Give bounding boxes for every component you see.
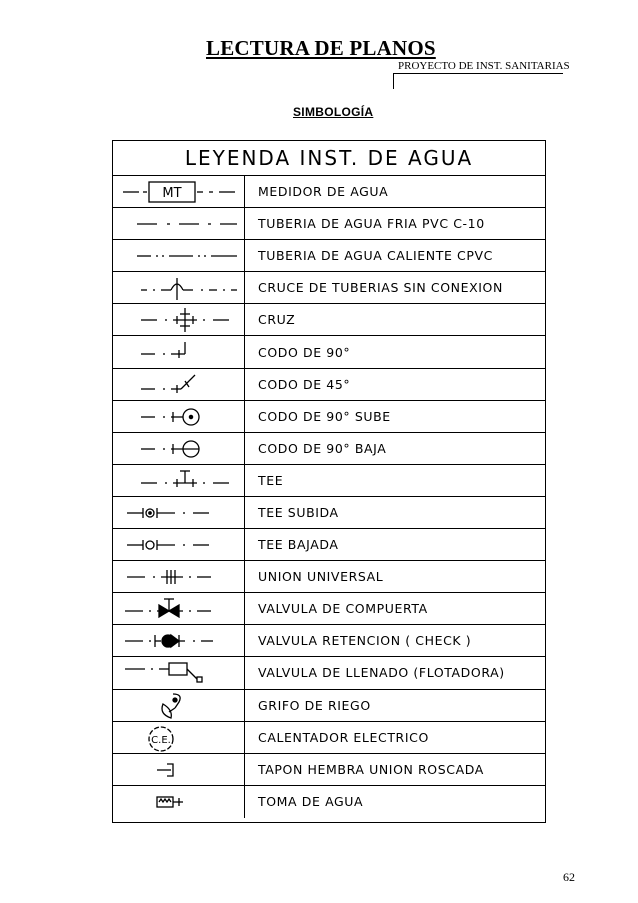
tee-up-icon: [113, 497, 245, 528]
legend-label: CODO DE 90° BAJA: [258, 440, 387, 456]
legend-row: [113, 625, 545, 657]
section-heading: SIMBOLOGÍA: [293, 105, 374, 119]
legend-label: TAPON HEMBRA UNION ROSCADA: [258, 761, 484, 777]
legend-label: VALVULA DE LLENADO (FLOTADORA): [258, 665, 505, 681]
cross-fitting-icon: [113, 304, 245, 335]
header-rule-tick: [393, 73, 394, 89]
legend-row: [113, 690, 545, 722]
document-subtitle: PROYECTO DE INST. SANITARIAS: [398, 60, 570, 72]
legend-row: [113, 465, 545, 497]
legend-row: [113, 593, 545, 625]
document-title: LECTURA DE PLANOS: [206, 36, 436, 60]
pipe-crossing-icon: [113, 272, 245, 303]
legend-label: CRUCE DE TUBERIAS SIN CONEXION: [258, 280, 503, 296]
legend-row: [113, 304, 545, 336]
legend-label: VALVULA RETENCION ( CHECK ): [258, 633, 472, 649]
water-heater-icon: [113, 722, 245, 753]
elbow-90-down-icon: [113, 433, 245, 464]
legend-row: [113, 336, 545, 368]
legend-label: CODO DE 45°: [258, 376, 351, 392]
legend-table: [112, 140, 546, 823]
tee-icon: [113, 465, 245, 496]
float-valve-icon: [113, 657, 245, 688]
threaded-cap-icon: [113, 754, 245, 785]
legend-row: [113, 754, 545, 786]
legend-row: [113, 272, 545, 304]
cold-pipe-icon: [113, 208, 245, 239]
legend-label: MEDIDOR DE AGUA: [258, 184, 389, 200]
legend-label: CRUZ: [258, 312, 296, 328]
legend-label: CODO DE 90° SUBE: [258, 408, 391, 424]
tee-down-icon: [113, 529, 245, 560]
check-valve-icon: [113, 625, 245, 656]
legend-row: [113, 176, 545, 208]
union-icon: [113, 561, 245, 592]
legend-label: TUBERIA DE AGUA CALIENTE CPVC: [258, 248, 493, 264]
water-outlet-icon: [113, 786, 245, 818]
water-meter-icon: [113, 176, 245, 207]
heater-label: C.E.: [151, 734, 171, 746]
legend-rows: [113, 176, 545, 818]
legend-label: TEE: [258, 472, 284, 488]
legend-label: TEE BAJADA: [258, 537, 339, 553]
elbow-90-icon: [113, 336, 245, 367]
hose-bib-icon: [113, 690, 245, 721]
hot-pipe-icon: [113, 240, 245, 271]
legend-label: UNION UNIVERSAL: [258, 569, 384, 585]
elbow-45-icon: [113, 369, 245, 400]
legend-row: [113, 657, 545, 689]
page-number: 62: [563, 870, 575, 884]
legend-label: TUBERIA DE AGUA FRIA PVC C-10: [258, 216, 485, 232]
legend-label: VALVULA DE COMPUERTA: [258, 601, 428, 617]
legend-row: [113, 561, 545, 593]
legend-row: [113, 786, 545, 818]
header-rule: [393, 73, 563, 74]
legend-label: TEE SUBIDA: [258, 504, 339, 520]
legend-row: [113, 722, 545, 754]
legend-row: [113, 369, 545, 401]
legend-row: [113, 433, 545, 465]
legend-label: CALENTADOR ELECTRICO: [258, 729, 429, 745]
legend-row: [113, 401, 545, 433]
legend-title: LEYENDA INST. DE AGUA: [113, 141, 545, 176]
legend-label: GRIFO DE RIEGO: [258, 697, 371, 713]
meter-label: MT: [162, 186, 182, 201]
legend-label: TOMA DE AGUA: [258, 794, 364, 810]
legend-row: [113, 529, 545, 561]
elbow-90-up-icon: [113, 401, 245, 432]
legend-row: [113, 208, 545, 240]
legend-row: [113, 240, 545, 272]
legend-row: [113, 497, 545, 529]
gate-valve-icon: [113, 593, 245, 624]
legend-label: CODO DE 90°: [258, 344, 351, 360]
